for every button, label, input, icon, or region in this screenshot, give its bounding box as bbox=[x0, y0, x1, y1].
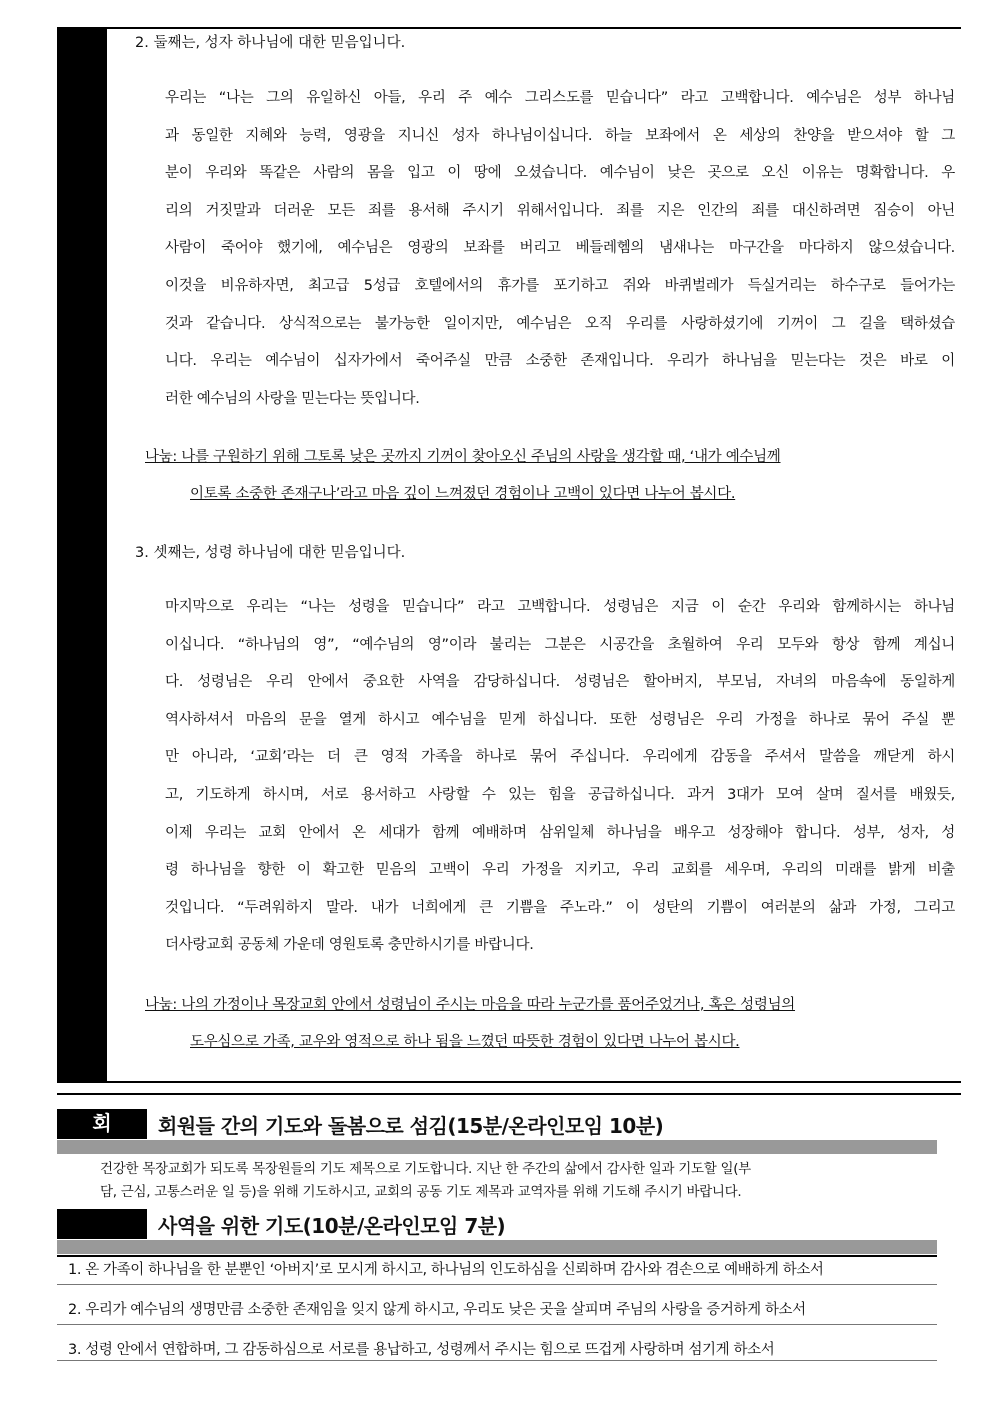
ministry-rule bbox=[57, 1255, 937, 1257]
care-text-line-2: 담, 근심, 고통스러운 일 등)을 위해 기도하시고, 교회의 공동 기도 제목과 교역자를 위해 기도해 주시기 바랍니다. bbox=[100, 1184, 742, 1200]
prayer-item-2: 2. 우리가 예수님의 생명만큼 소중한 존재임을 잊지 않게 하시고, 우리도 낮은 곳을 살피며 주님의 사랑을 증거하게 하소서 bbox=[68, 1302, 806, 1318]
care-text-line-1: 건강한 목장교회가 되도록 목장원들의 기도 제목으로 기도합니다. 지난 한 주간의 삶에서 감사한 일과 기도할 일(부 bbox=[100, 1161, 751, 1177]
paragraph-line: 이제 우리는 교회 안에서 온 세대가 함께 예배하며 삼위일체 하나님을 배우고 성장해야 합니다. 성부, 성자, 성 bbox=[165, 824, 955, 841]
ministry-badge bbox=[57, 1209, 147, 1239]
section-2-heading: 2. 둘째는, 성자 하나님에 대한 믿음입니다. bbox=[135, 35, 406, 51]
section-3-share-line-2: 도우심으로 가족, 교우와 영적으로 하나 됨을 느꼈던 따뜻한 경험이 있다면 나누어 봅시다. bbox=[190, 1034, 740, 1050]
paragraph-line: 이십니다. “하나님의 영”, “예수님의 영”이라 불리는 그분은 시공간을 초월하여 우리 모두와 항상 함께 계십니 bbox=[165, 636, 955, 653]
care-title: 회원들 간의 기도와 돌봄으로 섬김(15분/온라인모임 10분) bbox=[158, 1114, 664, 1138]
section-3-heading: 3. 셋째는, 성령 하나님에 대한 믿음입니다. bbox=[135, 545, 406, 561]
paragraph-line: 사람이 죽어야 했기에, 예수님은 영광의 보좌를 버리고 베들레헴의 냄새나는 마구간을 마다하지 않으셨습니다. bbox=[165, 240, 955, 257]
paragraph-line: 마지막으로 우리는 “나는 성령을 믿습니다” 라고 고백합니다. 성령님은 지금 이 순간 우리와 함께하시는 하나님 bbox=[165, 599, 955, 615]
divider bbox=[57, 1284, 937, 1285]
paragraph-line: 우리는 “나는 그의 유일하신 아들, 우리 주 예수 그리스도를 믿습니다” 라고 고백합니다. 예수님은 성부 하나님 bbox=[165, 90, 955, 106]
paragraph-line: 리의 거짓말과 더러운 모든 죄를 용서해 주시기 위해서입니다. 죄를 지은 인간의 죄를 대신하려면 짐승이 아닌 bbox=[165, 202, 955, 219]
paragraph-line: 령 하나님을 향한 이 확고한 믿음의 고백이 우리 가정을 지키고, 우리 교회를 세우며, 우리의 미래를 밝게 비출 bbox=[165, 862, 955, 879]
section-2-share-line-2: 이토록 소중한 존재구나’라고 마음 깊이 느껴졌던 경험이나 고백이 있다면 나누어 봅시다. bbox=[190, 486, 736, 502]
left-black-bar bbox=[57, 28, 107, 1082]
bottom-rule-2 bbox=[57, 1093, 961, 1095]
paragraph-line: 만 아니라, ‘교회’라는 더 큰 영적 가족을 하나로 묶어 주십니다. 우리에게 감동을 주셔서 말씀을 깨닫게 하시 bbox=[165, 749, 955, 766]
top-rule bbox=[57, 27, 961, 29]
paragraph-line: 것과 같습니다. 상식적으로는 불가능한 일이지만, 예수님은 오직 우리를 사랑하셨기에 기꺼이 그 길을 택하셨습 bbox=[165, 315, 955, 332]
paragraph-line: 니다. 우리는 예수님이 십자가에서 죽어주실 만큼 소중한 존재입니다. 우리가 하나님을 믿는다는 것은 바로 이 bbox=[165, 353, 955, 370]
paragraph-line: 다. 성령님은 우리 안에서 중요한 사역을 감당하십니다. 성령님은 할아버지, 부모님, 자녀의 마음속에 동일하게 bbox=[165, 674, 955, 691]
divider bbox=[57, 1360, 937, 1361]
care-gray-bar bbox=[57, 1140, 937, 1154]
paragraph-line: 과 동일한 지혜와 능력, 영광을 지니신 성자 하나님이십니다. 하늘 보좌에서 온 세상의 찬양을 받으셔야 할 그 bbox=[165, 127, 955, 144]
paragraph-line: 러한 예수님의 사랑을 믿는다는 뜻입니다. bbox=[165, 390, 420, 407]
paragraph-line: 것입니다. “두려워하지 말라. 내가 너희에게 큰 기쁨을 주노라.” 이 성탄의 기쁨이 여러분의 삶과 가정, 그리고 bbox=[165, 899, 955, 916]
paragraph-line: 이것을 비유하자면, 최고급 5성급 호텔에서의 휴가를 포기하고 쥐와 바퀴벌레가 득실거리는 하수구로 들어가는 bbox=[165, 278, 955, 294]
ministry-gray-bar bbox=[57, 1240, 937, 1254]
ministry-title: 사역을 위한 기도(10분/온라인모임 7분) bbox=[158, 1214, 506, 1238]
paragraph-line: 역사하셔서 마음의 문을 열게 하시고 예수님을 믿게 하십니다. 또한 성령님은 우리 가정을 하나로 묶어 주실 뿐 bbox=[165, 711, 955, 728]
care-badge: 회 bbox=[57, 1109, 147, 1139]
prayer-item-1: 1. 온 가족이 하나님을 한 분뿐인 ‘아버지’로 모시게 하시고, 하나님의 인도하심을 신뢰하며 감사와 겸손으로 예배하게 하소서 bbox=[68, 1262, 824, 1278]
bottom-rule bbox=[57, 1081, 961, 1083]
section-3-share-line-1: 나눔: 나의 가정이나 목장교회 안에서 성령님이 주시는 마음을 따라 누군가를 품어주었거나, 혹은 성령님의 bbox=[145, 997, 796, 1013]
paragraph-line: 더사랑교회 공동체 가운데 영원토록 충만하시기를 바랍니다. bbox=[165, 937, 534, 954]
divider bbox=[57, 1324, 937, 1325]
paragraph-line: 고, 기도하게 하시며, 서로 용서하고 사랑할 수 있는 힘을 공급하십니다. 과거 3대가 모여 살며 질서를 배웠듯, bbox=[165, 787, 955, 803]
prayer-item-3: 3. 성령 안에서 연합하며, 그 감동하심으로 서로를 용납하고, 성령께서 주시는 힘으로 뜨겁게 사랑하며 섬기게 하소서 bbox=[68, 1342, 775, 1358]
paragraph-line: 분이 우리와 똑같은 사람의 몸을 입고 이 땅에 오셨습니다. 예수님이 낮은 곳으로 오신 이유는 명확합니다. 우 bbox=[165, 165, 955, 182]
section-2-share-line-1: 나눔: 나를 구원하기 위해 그토록 낮은 곳까지 기꺼이 찾아오신 주님의 사랑을 생각할 때, ‘내가 예수님께 bbox=[145, 449, 781, 465]
